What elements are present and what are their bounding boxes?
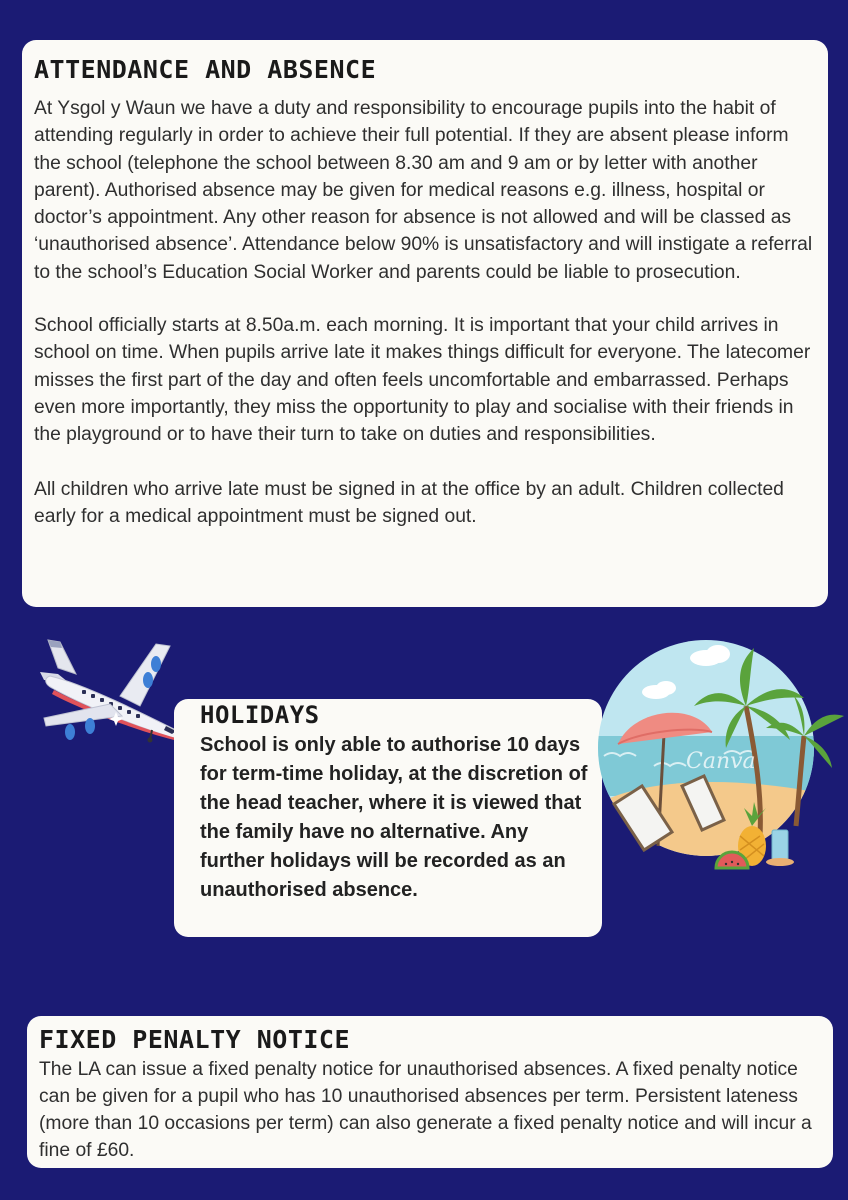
airplane-icon [24, 634, 194, 744]
attendance-paragraph-1: At Ysgol y Waun we have a duty and responsibility to encourage pupils into the habit of attending regularly in order to achieve their full potential. If they are absent please inform the school (telephone the school between 8.30 am and 9 am or by letter with another parent). Authorised absence may be given for medical reasons e.g. illness, hospital or doctor’s appointment. Any other reason for absence is not allowed and will be classed as ‘unauthorised absence’. Attendance below 90% is unsatisfactory and will instigate a referral to the school’s Education Social Worker and parents could be liable to prosecution. [34, 98, 813, 283]
attendance-heading: ATTENDANCE AND ABSENCE [34, 55, 377, 84]
penalty-text: The LA can issue a fixed penalty notice for unauthorised absences. A fixed penalty notice can be given for a pupil who has 10 unauthorised absences per term. Persistent lateness (more than 10 occasions per term) can also generate a fixed penalty notice and will incur a fine of £60. [39, 1059, 812, 1161]
holidays-card [174, 699, 602, 937]
beach-scene-illustration [594, 636, 848, 896]
holidays-heading: HOLIDAYS [200, 701, 320, 729]
penalty-heading: FIXED PENALTY NOTICE [39, 1025, 351, 1054]
penalty-card [27, 1016, 833, 1168]
canva-watermark: Canva [686, 749, 756, 774]
attendance-card [22, 40, 828, 607]
attendance-paragraph-2: School officially starts at 8.50a.m. each morning. It is important that your child arrives in school on time. When pupils arrive late it makes things difficult for everyone. The latecomer misses the first part of the day and often feels uncomfortable and embarrassed. Perhaps even more importantly, they miss the opportunity to play and socialise with their friends in the playground or to have their turn to take on duties and responsibilities. [34, 315, 811, 446]
holidays-text: School is only able to authorise 10 days for term-time holiday, at the discretion of the head teacher, where it is viewed that the family have no alternative. Any further holidays will be recorded as an unauthorised absence. [200, 734, 588, 901]
attendance-paragraph-3: All children who arrive late must be signed in at the office by an adult. Children collected early for a medical appointment must be signed out. [34, 478, 784, 527]
